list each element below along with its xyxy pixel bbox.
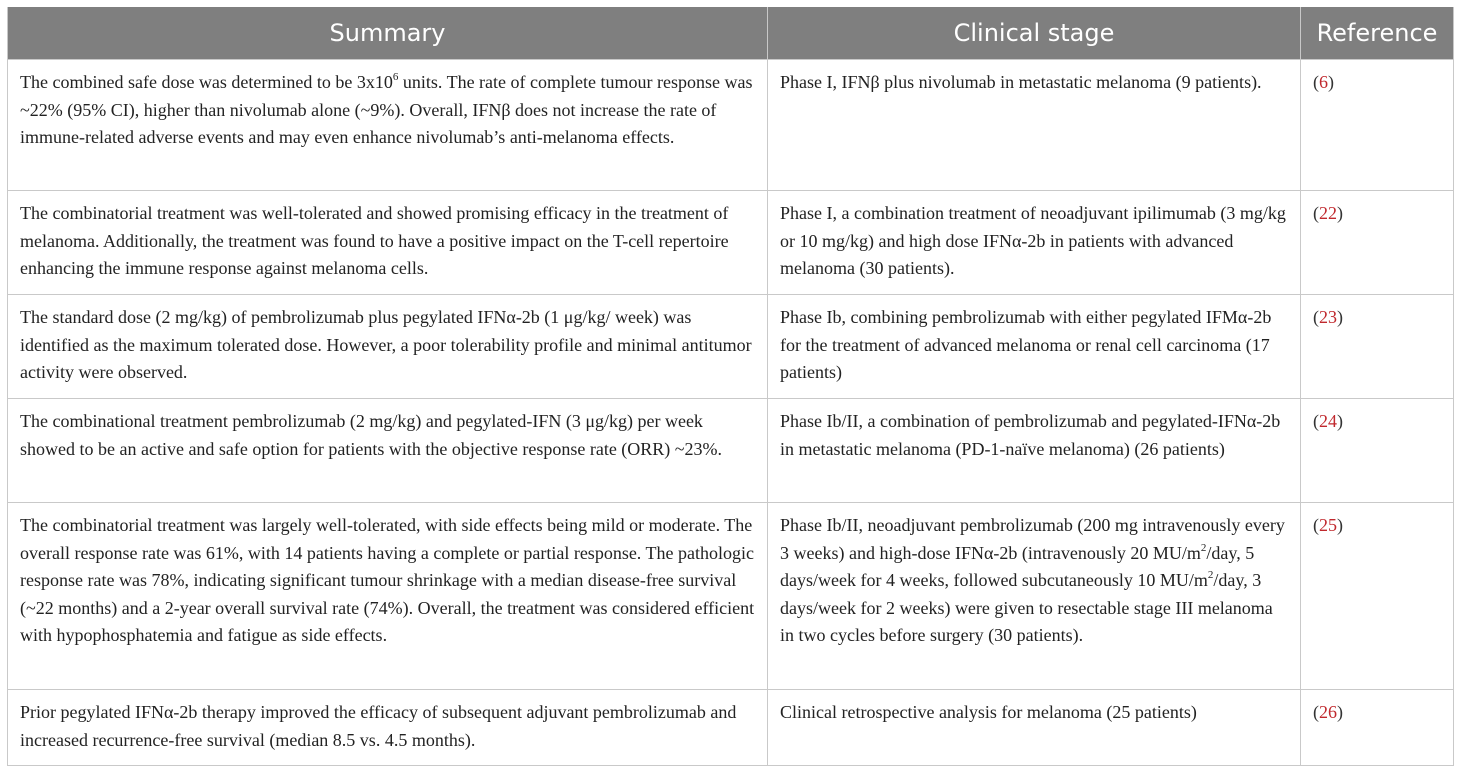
- reference-link[interactable]: 23: [1319, 307, 1337, 327]
- clinical-stage-cell: Phase I, IFNβ plus nivolumab in metastatic melanoma (9 patients).: [768, 60, 1301, 191]
- table-row: [8, 295, 1454, 399]
- table-row: [8, 690, 1454, 766]
- clinical-stage-cell: Phase Ib, combining pembrolizumab with either pegylated IFMα-2b for the treatment of advanced melanoma or renal cell carcinoma (17 patients): [768, 295, 1301, 399]
- summary-cell: The combinatorial treatment was largely well-tolerated, with side effects being mild or moderate. The overall response rate was 61%, with 14 patients having a complete or partial response. The pathologic response rate was 78%, indicating significant tumour shrinkage with a median disease-free survival (~22 months) and a 2-year overall survival rate (74%). Overall, the treatment was considered efficient with hypophosphatemia and fatigue as side effects.: [8, 503, 768, 690]
- clinical-stage-cell: Phase Ib/II, neoadjuvant pembrolizumab (200 mg intravenously every 3 weeks) and high-dose IFNα-2b (intravenously 20 $MU/m^2$/day, 5 days/week for 4 weeks, followed subcutaneously 10 $MU/m^2$/day, 3 days/week for 2 weeks) were given to resectable stage III melanoma in two cycles before surgery (30 patients).: [768, 503, 1301, 690]
- summary-table-container: [7, 7, 1453, 766]
- reference-cell: (6): [1301, 60, 1454, 191]
- reference-link[interactable]: 6: [1319, 72, 1328, 92]
- header-reference: Reference: [1301, 7, 1454, 60]
- reference-link[interactable]: 24: [1319, 411, 1337, 431]
- summary-cell: The standard dose (2 mg/kg) of pembrolizumab plus pegylated IFNα-2b (1 μg/kg/ week) was identified as the maximum tolerated dose. However, a poor tolerability profile and minimal antitumor activity were observed.: [8, 295, 768, 399]
- summary-cell: The combinational treatment pembrolizumab (2 mg/kg) and pegylated-IFN (3 μg/kg) per week showed to be an active and safe option for patients with the objective response rate (ORR) ~23%.: [8, 399, 768, 503]
- clinical-stage-cell: Phase I, a combination treatment of neoadjuvant ipilimumab (3 mg/kg or 10 mg/kg) and high dose IFNα-2b in patients with advanced melanoma (30 patients).: [768, 191, 1301, 295]
- summary-cell: Prior pegylated IFNα-2b therapy improved the efficacy of subsequent adjuvant pembrolizumab and increased recurrence-free survival (median 8.5 vs. 4.5 months).: [8, 690, 768, 766]
- table-row: [8, 399, 1454, 503]
- table-body: [8, 60, 1454, 766]
- table-row: [8, 503, 1454, 690]
- table-header: [8, 7, 1454, 60]
- reference-link[interactable]: 26: [1319, 702, 1337, 722]
- reference-cell: (22): [1301, 191, 1454, 295]
- reference-cell: (25): [1301, 503, 1454, 690]
- clinical-stage-cell: Clinical retrospective analysis for melanoma (25 patients): [768, 690, 1301, 766]
- reference-cell: (24): [1301, 399, 1454, 503]
- reference-link[interactable]: 22: [1319, 203, 1337, 223]
- header-clinical-stage: Clinical stage: [768, 7, 1301, 60]
- table-row: [8, 60, 1454, 191]
- clinical-stage-cell: Phase Ib/II, a combination of pembrolizumab and pegylated-IFNα-2b in metastatic melanoma (PD-1-naïve melanoma) (26 patients): [768, 399, 1301, 503]
- table-row: [8, 191, 1454, 295]
- summary-cell: The combinatorial treatment was well-tolerated and showed promising efficacy in the treatment of melanoma. Additionally, the treatment was found to have a positive impact on the T-cell repertoire enhancing the immune response against melanoma cells.: [8, 191, 768, 295]
- summary-cell: The combined safe dose was determined to be $3x10^6$ units. The rate of complete tumour response was ~22% (95% CI), higher than nivolumab alone (~9%). Overall, IFNβ does not increase the rate of immune-related adverse events and may even enhance nivolumab’s anti-melanoma effects.: [8, 60, 768, 191]
- clinical-summary-table: [7, 7, 1454, 766]
- reference-link[interactable]: 25: [1319, 515, 1337, 535]
- header-summary: Summary: [8, 7, 768, 60]
- header-row: [8, 7, 1454, 60]
- reference-cell: (26): [1301, 690, 1454, 766]
- reference-cell: (23): [1301, 295, 1454, 399]
